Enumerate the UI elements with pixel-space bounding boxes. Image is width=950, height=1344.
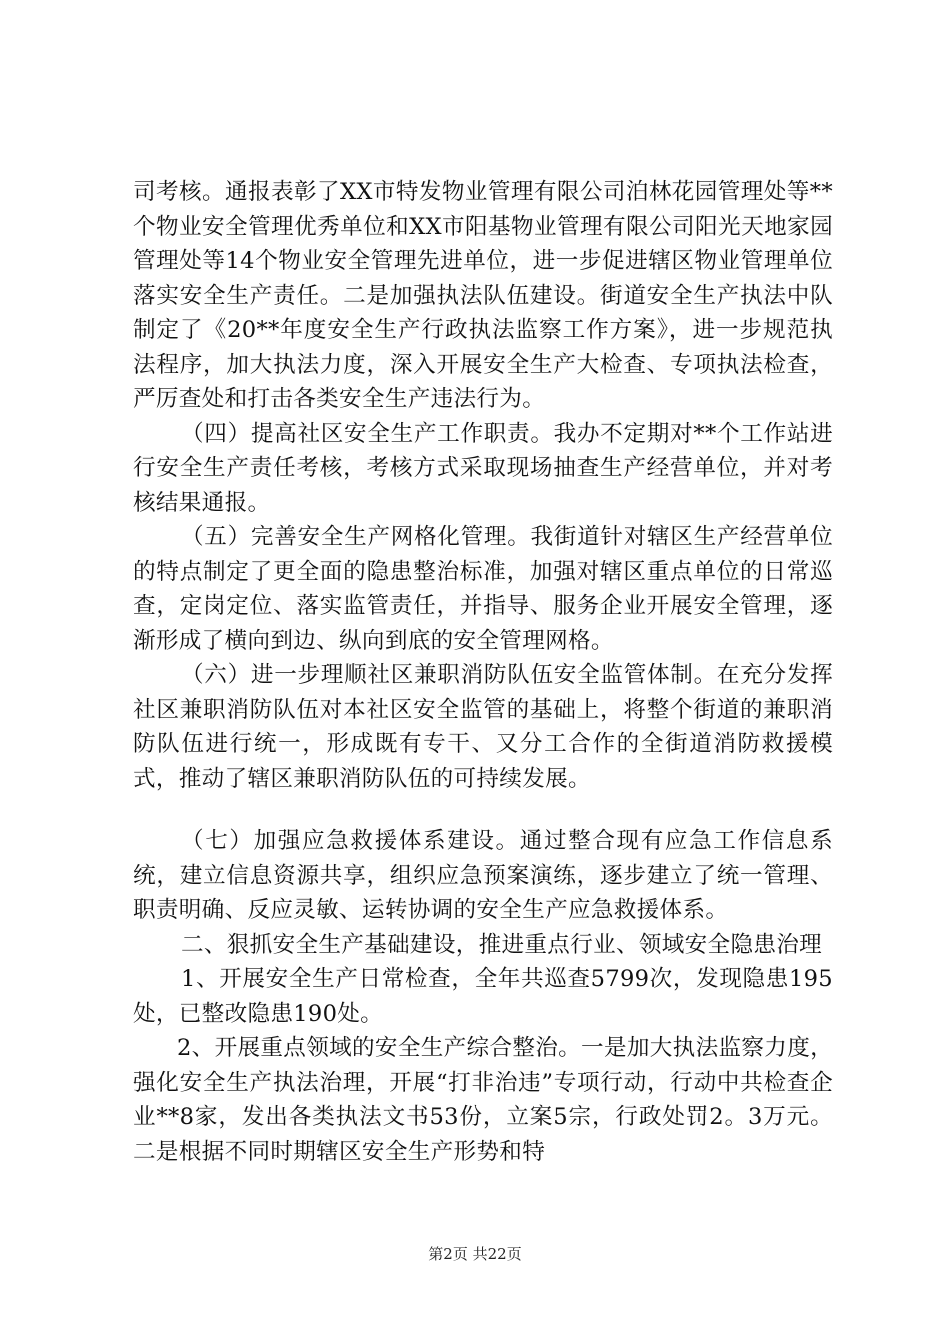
heading-part-2: 二、狠抓安全生产基础建设，推进重点行业、领域安全隐患治理 <box>181 931 823 958</box>
paragraph-section-7: （七）加强应急救援体系建设。通过整合现有应急工作信息系统，建立信息资源共享，组织应急预案演练，逐步建立了统一管理、职责明确、反应灵敏、运转协调的安全生产应急救援体系。 <box>133 828 833 923</box>
paragraph-item-1: 1、开展安全生产日常检查，全年共巡查5799次，发现隐患195处，已整改隐患190处。 <box>133 966 833 1027</box>
paragraph-section-5: （五）完善安全生产网格化管理。我街道针对辖区生产经营单位的特点制定了更全面的隐患整治标准，加强对辖区重点单位的日常巡查，定岗定位、落实监管责任，并指导、服务企业开展安全管理，逐渐形成了横向到边、纵向到底的安全管理网格。 <box>133 524 833 654</box>
page-number-footer: 第2页 共22页 <box>428 1245 522 1263</box>
paragraph-continuation: 司考核。通报表彰了XX市特发物业管理有限公司泊林花园管理处等**个物业安全管理优秀单位和XX市阳基物业管理有限公司阳光天地家园管理处等14个物业安全管理先进单位，进一步促进辖区物业管理单位落实安全生产责任。二是加强执法队伍建设。街道安全生产执法中队制定了《20**年度安全生产行政执法监察工作方案》，进一步规范执法程序，加大执法力度，深入开展安全生产大检查、专项执法检查，严厉查处和打击各类安全生产违法行为。 <box>133 179 833 412</box>
paragraph-section-6: （六）进一步理顺社区兼职消防队伍安全监管体制。在充分发挥社区兼职消防队伍对本社区安全监管的基础上，将整个街道的兼职消防队伍进行统一，形成既有专干、又分工合作的全街道消防救援模式，推动了辖区兼职消防队伍的可持续发展。 <box>133 662 833 792</box>
paragraph-item-2: 2、开展重点领域的安全生产综合整治。一是加大执法监察力度，强化安全生产执法治理，开展“打非治违”专项行动，行动中共检查企业**8家，发出各类执法文书53份，立案5宗，行政处罚2。3万元。二是根据不同时期辖区安全生产形势和特 <box>133 1035 833 1165</box>
document-body <box>133 175 833 1169</box>
paragraph-section-4: （四）提高社区安全生产工作职责。我办不定期对**个工作站进行安全生产责任考核，考核方式采取现场抽查生产经营单位，并对考核结果通报。 <box>133 420 833 516</box>
